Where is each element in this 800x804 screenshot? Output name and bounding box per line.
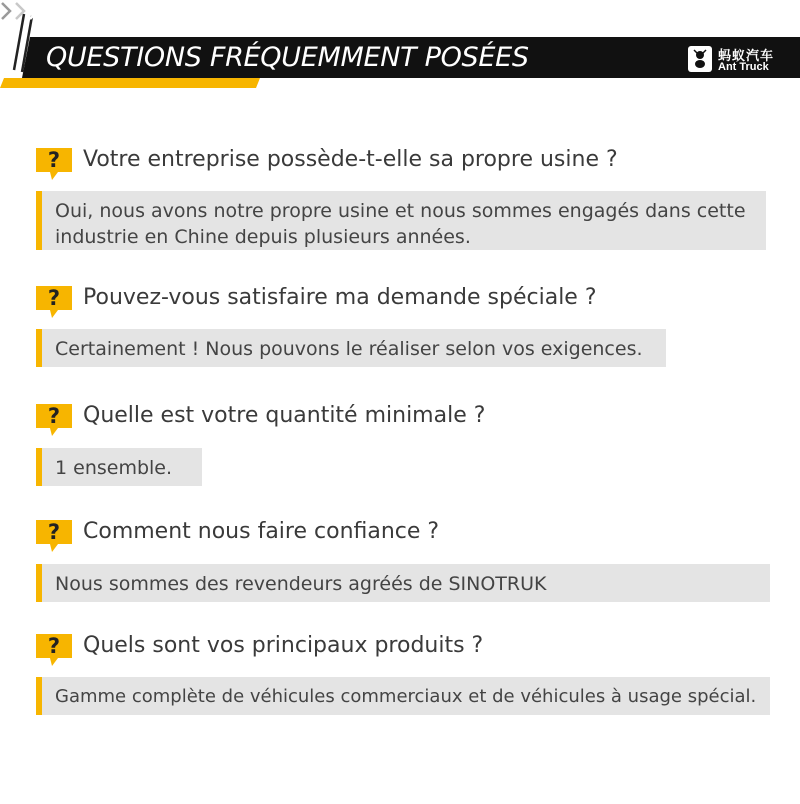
question-bubble-icon: ? bbox=[36, 401, 72, 437]
ant-icon bbox=[688, 46, 712, 72]
logo-chinese-text: 蚂蚁汽车 bbox=[718, 48, 775, 63]
brand-logo bbox=[688, 44, 778, 76]
faq-answer-4: Nous sommes des revendeurs agréés de SINOTRUK bbox=[36, 564, 770, 602]
page-title: QUESTIONS FRÉQUEMMENT POSÉES bbox=[46, 42, 529, 73]
question-bubble-icon: ? bbox=[36, 631, 72, 667]
question-text: Pouvez-vous satisfaire ma demande spéciale ? bbox=[83, 285, 597, 310]
header-banner bbox=[0, 0, 800, 100]
question-bubble-icon: ? bbox=[36, 283, 72, 319]
faq-answer-2: Certainement ! Nous pouvons le réaliser selon vos exigences. bbox=[36, 329, 666, 367]
question-text: Comment nous faire confiance ? bbox=[83, 519, 440, 544]
question-bubble-icon: ? bbox=[36, 145, 72, 181]
logo-english-text: Ant Truck bbox=[718, 61, 769, 73]
question-text: Quelle est votre quantité minimale ? bbox=[83, 403, 486, 428]
chevron-right-icon bbox=[0, 0, 46, 22]
question-text: Quels sont vos principaux produits ? bbox=[83, 633, 484, 658]
faq-answer-1: Oui, nous avons notre propre usine et nous sommes engagés dans cette industrie en Chine depuis plusieurs années. bbox=[36, 191, 766, 250]
question-bubble-icon: ? bbox=[36, 517, 72, 553]
faq-answer-5: Gamme complète de véhicules commerciaux et de véhicules à usage spécial. bbox=[36, 677, 770, 715]
question-text: Votre entreprise possède-t-elle sa propre usine ? bbox=[83, 147, 618, 172]
faq-answer-3: 1 ensemble. bbox=[36, 448, 202, 486]
